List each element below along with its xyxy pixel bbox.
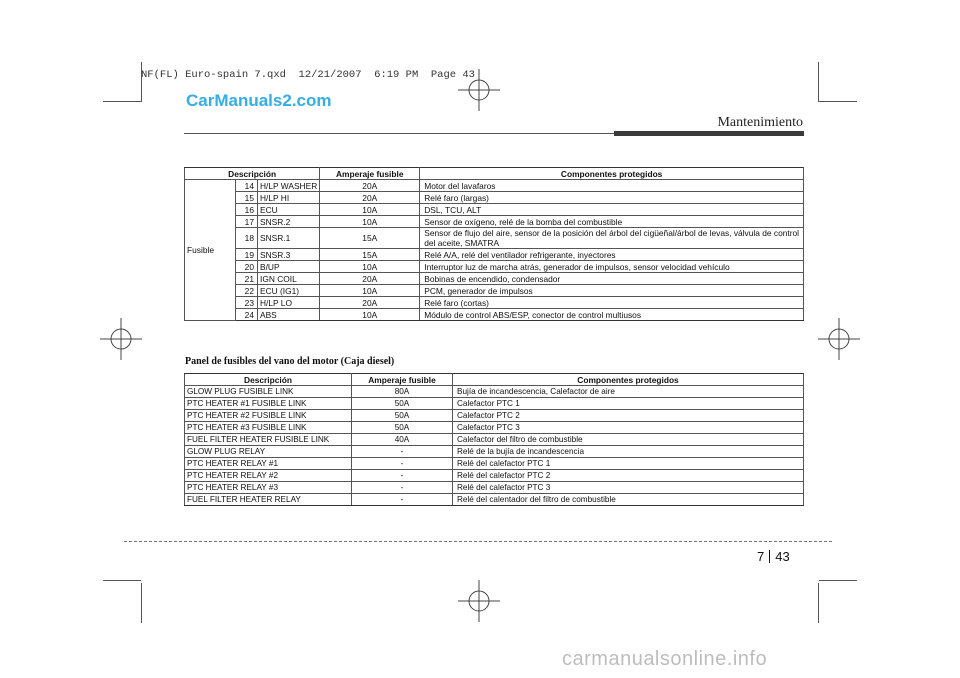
fuse-description: PTC HEATER #1 FUSIBLE LINK [185, 398, 352, 410]
watermark-footer: carmanualsonline.info [562, 648, 768, 670]
header-description: Descripción [185, 168, 320, 180]
fuse-components: Sensor de oxígeno, relé de la bomba del combustible [420, 216, 804, 228]
fuse-amperage: - [352, 446, 453, 458]
fuse-amperage: 50A [352, 398, 453, 410]
fuse-components: DSL, TCU, ALT [420, 204, 804, 216]
fuse-name: SNSR.2 [258, 216, 320, 228]
fuse-number: 16 [236, 204, 258, 216]
fuse-name: ABS [258, 309, 320, 321]
fuse-name: IGN COIL [258, 273, 320, 285]
fuse-name: B/UP [258, 261, 320, 273]
fuse-components: Motor del lavafaros [420, 180, 804, 192]
fuse-table-panel [184, 167, 804, 321]
fuse-components: Calefactor PTC 1 [453, 398, 804, 410]
fuse-components: Relé del calentador del filtro de combustible [453, 494, 804, 506]
fuse-amperage: - [352, 482, 453, 494]
table-row [185, 398, 804, 410]
fuse-amperage: 20A [320, 192, 420, 204]
fuse-name: H/LP WASHER [258, 180, 320, 192]
fuse-components: PCM, generador de impulsos [420, 285, 804, 297]
table-row [185, 192, 804, 204]
fuse-components: Bujía de incandescencia, Calefactor de aire [453, 386, 804, 398]
header-amperage: Amperaje fusible [320, 168, 420, 180]
fuse-components: Calefactor PTC 2 [453, 410, 804, 422]
fuse-name: H/LP HI [258, 192, 320, 204]
table-row [185, 273, 804, 285]
fuse-number: 20 [236, 261, 258, 273]
registration-mark-left [100, 318, 142, 360]
table-row [185, 422, 804, 434]
fuse-amperage: 10A [320, 216, 420, 228]
table-row [185, 180, 804, 192]
fuse-components: Relé del calefactor PTC 1 [453, 458, 804, 470]
fuse-number: 19 [236, 249, 258, 261]
fuse-description: GLOW PLUG RELAY [185, 446, 352, 458]
table-row [185, 386, 804, 398]
fuse-components: Calefactor del filtro de combustible [453, 434, 804, 446]
table-header-row [185, 168, 804, 180]
fuse-components: Bobinas de encendido, condensador [420, 273, 804, 285]
table-row [185, 204, 804, 216]
fuse-number: 17 [236, 216, 258, 228]
footer-dashed-rule [124, 541, 832, 542]
fuse-components: Relé faro (cortas) [420, 297, 804, 309]
fuse-name: SNSR.3 [258, 249, 320, 261]
fuse-amperage: 50A [352, 410, 453, 422]
fuse-name: H/LP LO [258, 297, 320, 309]
fuse-name: SNSR.1 [258, 228, 320, 249]
fuse-amperage: 10A [320, 261, 420, 273]
fuse-description: PTC HEATER #2 FUSIBLE LINK [185, 410, 352, 422]
fuse-description: PTC HEATER RELAY #2 [185, 470, 352, 482]
table-row [185, 446, 804, 458]
fuse-amperage: 20A [320, 273, 420, 285]
page-number-value: 43 [775, 549, 790, 564]
chapter-number: 7 [757, 549, 765, 564]
header-amperage: Amperaje fusible [352, 374, 453, 386]
fuse-number: 22 [236, 285, 258, 297]
section-title: Mantenimiento [717, 115, 803, 130]
group-label: Fusible [185, 180, 236, 321]
table-row [185, 228, 804, 249]
fuse-number: 21 [236, 273, 258, 285]
fuse-description: FUEL FILTER HEATER FUSIBLE LINK [185, 434, 352, 446]
table-row [185, 434, 804, 446]
fuse-components: Relé de la bujía de incandescencia [453, 446, 804, 458]
fuse-amperage: 10A [320, 204, 420, 216]
table-row [185, 309, 804, 321]
registration-mark-bottom [458, 580, 500, 622]
table-row [185, 482, 804, 494]
fuse-amperage: 15A [320, 228, 420, 249]
fuse-description: PTC HEATER #3 FUSIBLE LINK [185, 422, 352, 434]
fuse-amperage: 20A [320, 297, 420, 309]
header-components: Componentes protegidos [420, 168, 804, 180]
fuse-amperage: - [352, 494, 453, 506]
fuse-components: Sensor de flujo del aire, sensor de la posición del árbol del cigüeñal/árbol de levas, válvula de control del aceite, SMATRA [420, 228, 804, 249]
fuse-name: ECU (IG1) [258, 285, 320, 297]
fuse-number: 15 [236, 192, 258, 204]
fuse-amperage: - [352, 470, 453, 482]
print-header-slug: NF(FL) Euro-spain 7.qxd 12/21/2007 6:19 PM Page 43 [141, 69, 475, 81]
fuse-amperage: 20A [320, 180, 420, 192]
page-separator [769, 550, 770, 563]
fuse-description: GLOW PLUG FUSIBLE LINK [185, 386, 352, 398]
fuse-number: 18 [236, 228, 258, 249]
fuse-amperage: 10A [320, 285, 420, 297]
fuse-components: Relé faro (largas) [420, 192, 804, 204]
fuse-components: Relé A/A, relé del ventilador refrigerante, inyectores [420, 249, 804, 261]
fuse-number: 24 [236, 309, 258, 321]
fuse-table-engine-diesel [184, 373, 804, 506]
table-row [185, 494, 804, 506]
header-description: Descripción [185, 374, 352, 386]
fuse-name: ECU [258, 204, 320, 216]
fuse-amperage: 40A [352, 434, 453, 446]
fuse-components: Relé del calefactor PTC 2 [453, 470, 804, 482]
header-rule [184, 133, 616, 134]
fuse-components: Módulo de control ABS/ESP, conector de control multiusos [420, 309, 804, 321]
table-row [185, 249, 804, 261]
fuse-components: Relé del calefactor PTC 3 [453, 482, 804, 494]
watermark-logo: CarManuals2.com [186, 91, 332, 110]
header-bar [614, 131, 804, 136]
fuse-description: PTC HEATER RELAY #1 [185, 458, 352, 470]
table-row [185, 297, 804, 309]
fuse-components: Interruptor luz de marcha atrás, generador de impulsos, sensor velocidad vehículo [420, 261, 804, 273]
table-row [185, 216, 804, 228]
table-row [185, 458, 804, 470]
page-number [757, 549, 790, 564]
fuse-components: Calefactor PTC 3 [453, 422, 804, 434]
table-row [185, 261, 804, 273]
fuse-description: FUEL FILTER HEATER RELAY [185, 494, 352, 506]
fuse-amperage: 50A [352, 422, 453, 434]
table-row [185, 285, 804, 297]
fuse-amperage: 10A [320, 309, 420, 321]
fuse-amperage: 15A [320, 249, 420, 261]
table-header-row [185, 374, 804, 386]
panel-title: Panel de fusibles del vano del motor (Caja diesel) [185, 356, 395, 367]
fuse-description: PTC HEATER RELAY #3 [185, 482, 352, 494]
fuse-number: 23 [236, 297, 258, 309]
fuse-amperage: 80A [352, 386, 453, 398]
fuse-amperage: - [352, 458, 453, 470]
registration-mark-right [818, 318, 860, 360]
fuse-number: 14 [236, 180, 258, 192]
table-row [185, 410, 804, 422]
header-components: Componentes protegidos [453, 374, 804, 386]
table-row [185, 470, 804, 482]
